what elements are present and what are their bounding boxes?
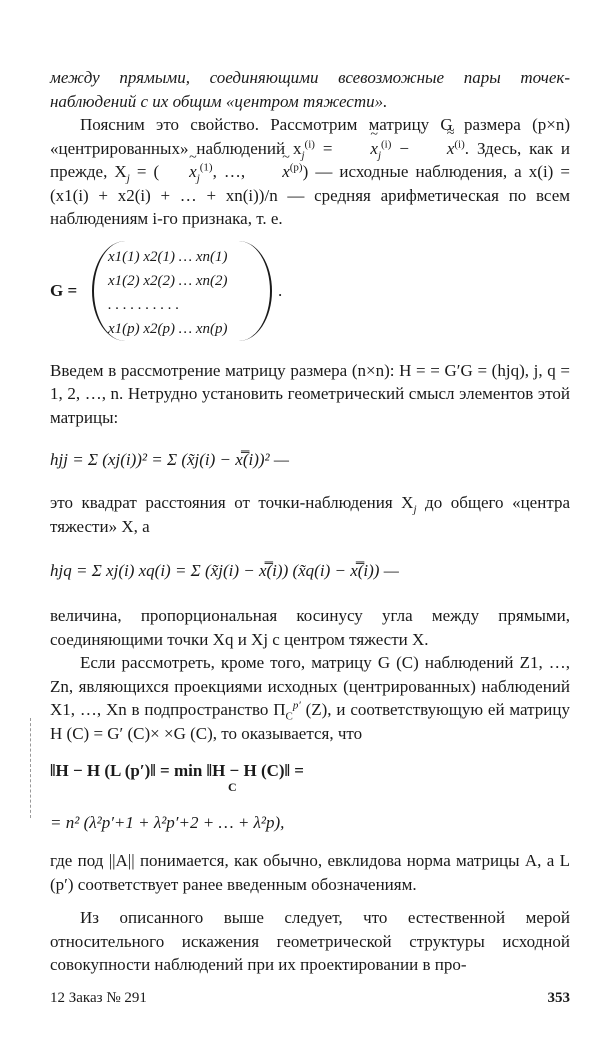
paragraph-2: Поясним это свойство. Рассмотрим матрицу G размера (p×n) «центрированных» наблюдений $x_j^{(i)}$ = ~ $x_j^{(i)}$ − ≈ $x^{(i)}$. Здесь, как и прежде, $X_j$ = (~ $x_j^{(1)}$, …, ~ $x^{(p)}$) — исходные наблюдения, а x(i) = (x1(i) + x2(i) + … + xn(i))/n — средняя арифметическая по всем наблюдениям i-го признака, т. е. xyxy=(50,113,570,231)
equation-norm-2: = n² (λ²p′+1 + λ²p′+2 + … + λ²p), xyxy=(50,813,285,832)
equation-norm-1-sub: C xyxy=(228,780,237,794)
paragraph-4: это квадрат расстояния от точки-наблюдения $X_j$ до общего «центра тяжести» X, а xyxy=(50,493,570,536)
paragraph-5 xyxy=(50,604,570,651)
matrix-row-2: x1(2) x2(2) … xn(2) xyxy=(108,272,228,289)
paragraph-6-part-b: (Z), и соответствующую ей матрицу H (C) = G′ (C)× ×G (C), то оказывается, что xyxy=(50,700,570,743)
paragraph-7: где под ||A|| понимается, как обычно, евклидова норма матрицы A, а L (p′) соответствует ранее введенным обозначениям. xyxy=(50,851,570,894)
matrix-row-4: x1(p) x2(p) … xn(p) xyxy=(108,320,228,337)
paragraph-5-part-b: q и X xyxy=(224,629,264,649)
footer-left: 12 Заказ № 291 xyxy=(50,990,147,1006)
paragraph-8: Из описанного выше следует, что естественной мерой относительного искажения геометрической структуры исходной совокупности наблюдений при их проектировании в про- xyxy=(50,908,570,974)
paragraph-5-part-a: величина, пропорциональная косинусу угла между прямыми, соединяющими точки X xyxy=(50,606,570,649)
paragraph-4-part-b: до общего «центра тяжести» X, а xyxy=(50,493,570,536)
paragraph-3: Введем в рассмотрение матрицу размера (n×n): H = = G′G = (hjq), j, q = 1, 2, …, n. Нетрудно установить геометрический смысл элементов этой матрицы: xyxy=(50,360,570,427)
paragraph-5-part-c: j с центром тяжести X. xyxy=(263,629,429,649)
equation-hjj: hjj = Σ (xj(i))² = Σ (x̃j(i) − x̿(i))² — xyxy=(50,450,289,469)
equation-norm-1-text: ‖H − H (L (p′)‖ = min ‖H − H (C)‖ = xyxy=(50,761,304,780)
page-number: 353 xyxy=(547,990,570,1006)
equation-norm-1 xyxy=(50,745,570,797)
paragraph-2-part-b: — исходные наблюдения, а x(i) = (x1(i) + x2(i) + … + xn(i))/n — средняя арифметическая по всем наблюдениям i-го признака, т. е. xyxy=(50,162,570,228)
paragraph-2-part-a: Поясним это свойство. Рассмотрим матрицу G размера (p×n) «центрированных» наблюдений x xyxy=(50,115,570,158)
equation-hjq: hjq = Σ xj(i) xq(i) = Σ (x̃j(i) − x̿(i)) (x̃q(i) − x̿(i)) — xyxy=(50,561,399,580)
matrix-row-1: x1(1) x2(1) … xn(1) xyxy=(108,248,228,265)
paragraph-1: между прямыми, соединяющими всевозможные пары точек-наблюдений с их общим «центром тяжести». xyxy=(50,68,570,111)
matrix-label: G = xyxy=(50,280,78,300)
margin-mark xyxy=(30,718,32,818)
paragraph-6: Если рассмотреть, кроме того, матрицу G (C) наблюдений Z1, …, Zn, являющихся проекциями исходных (центрированных) наблюдений X1, …, Xn в подпространство $П_C^{p'}$ (Z), и соответствующую ей матрицу H (C) = G′ (C)× ×G (C), то оказывается, что xyxy=(50,653,570,743)
matrix-body xyxy=(92,241,272,341)
paragraph-4-part-a: это квадрат расстояния от точки-наблюдения X xyxy=(50,493,414,512)
page-body xyxy=(50,66,570,977)
paragraph-6-part-a: Если рассмотреть, кроме того, матрицу G (C) наблюдений Z1, …, Zn, являющихся проекциями исходных (центрированных) наблюдений X1, …, Xn в подпространство П xyxy=(50,653,570,719)
paragraph-2-part-mid: Здесь, как и прежде, X xyxy=(50,138,570,181)
matrix-row-3: . . . . . . . . . . xyxy=(108,296,180,313)
matrix-G: G = x1(1) x2(1) … xn(1) x1(2) x2(2) … xn(2) . . . . . . . . . . x1(p) x2(p) … xn(p) . xyxy=(50,241,570,353)
